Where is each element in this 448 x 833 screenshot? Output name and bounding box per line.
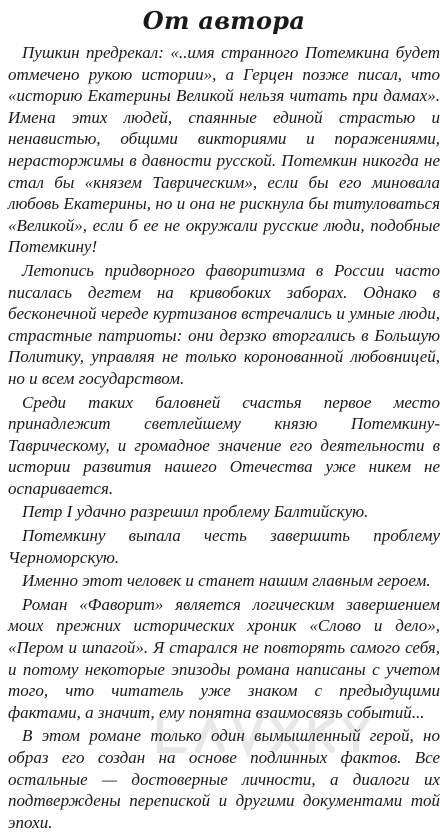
paragraph-1: Пушкин предрекал: «..имя странного Потемкина будет отмечено рукою истории», а Герцен позже писал, что «историю Екатерины Великой нельзя читать при дамах». Имена этих людей, спаянные единой страстью и ненавистью, общими викториями и поражениями, нерасторжимы в давности русской. Потемкин никогда не стал бы «князем Таврическим», если бы его миновала любовь Екатерины, но и она не рискнула бы титуловаться «Великой», если б ее не окружали русские люди, подобные Потемкину! <box>8 43 440 257</box>
paragraph-6: Именно этот человек и станет нашим главным героем. <box>22 571 431 591</box>
paragraph-7: Роман «Фаворит» является логическим завершением моих прежних исторических хроник «Слово и дело», «Пером и шпагой». Я старался не повторять самого себя, и потому некоторые эпизоды романа написаны с учетом того, что читатель уже знаком с предыдущими фактами, а значит, ему понятна взаимосвязь событий... <box>8 594 440 722</box>
paragraph-8: В этом романе только один вымышленный герой, но образ его создан на основе подлинных фактов. Все остальные — достоверные личности, а диалоги их подтверждены перепиской и другими документами той эпохи. <box>8 726 440 832</box>
page-title: От автора <box>142 6 306 35</box>
paragraph-3: Среди таких баловней счастья первое место принадлежит светлейшему князю Потемкину-Таврическому, и громадное значение его деятельности в истории развития нашего Отечества уже никем не оспаривается. <box>8 392 440 498</box>
body-text <box>8 42 440 833</box>
paragraph-2: Летопись придворного фаворитизма в России часто писалась дегтем на кривобоких заборах. Однако в бесконечной череде куртизанов встречались и умные люди, страстные патриоты: они дерзко вторгались в Большую Политику, управляя не только коронованной любовницей, но и всем государством. <box>8 260 440 388</box>
paragraph-5: Потемкину выпала честь завершить проблему Черноморскую. <box>8 526 440 567</box>
paragraph-4: Петр I удачно разрешил проблему Балтийскую. <box>22 502 369 522</box>
